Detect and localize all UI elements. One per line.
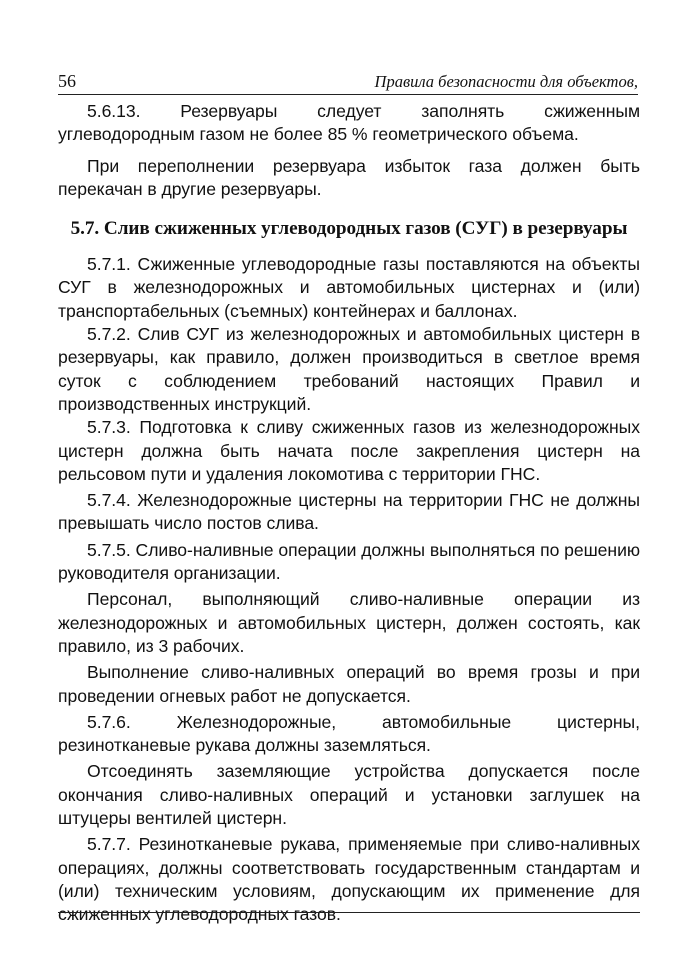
- paragraph-5-7-4: 5.7.4. Железнодорожные цистерны на территории ГНС не должны превышать число постов слива.: [58, 490, 640, 534]
- paragraph-overfill: При переполнении резервуара избыток газа должен быть перекачан в другие резервуары.: [58, 155, 640, 199]
- paragraph-5-7-5: 5.7.5. Сливо-наливные операции должны выполняться по решению руководителя организации.: [58, 539, 640, 584]
- section-heading: 5.7. Слив сжиженных углеводородных газов (СУГ) в резервуары: [70, 218, 628, 240]
- paragraph-5-7-1: 5.7.1. Сжиженные углеводородные газы поставляются на объекты СУГ в железнодорожных и автомобильных цистернах и (или) транспортабельных (съемных) контейнерах и баллонах.: [58, 254, 640, 321]
- page-header: [58, 70, 638, 95]
- page-body: [58, 100, 640, 927]
- page-number: 56: [58, 71, 76, 91]
- paragraph-disconnect-grounding: Отсоединять заземляющие устройства допускается после окончания сливо-наливных операций и установки заглушек на штуцеры вентилей цистерн.: [58, 761, 640, 829]
- paragraph-5-6-13: 5.6.13. Резервуары следует заполнять сжиженным углеводородным газом не более 85 % геометрического объема.: [58, 101, 640, 145]
- running-title: Правила безопасности для объектов,: [374, 72, 638, 91]
- paragraph-personnel: Персонал, выполняющий сливо-наливные операции из железнодорожных и автомобильных цистерн, должен состоять, как правило, из 3 рабочих.: [58, 589, 640, 656]
- paragraph-5-7-2: 5.7.2. Слив СУГ из железнодорожных и автомобильных цистерн в резервуары, как правило, должен производиться в светлое время суток с соблюдением требований настоящих Правил и производственных инструкций.: [58, 324, 640, 414]
- paragraph-5-7-7: 5.7.7. Резинотканевые рукава, применяемые при сливо-наливных операциях, должны соответствовать государственным стандартам и (или) техническим условиям, допускающим их применение для сжиженных углеводородных газов.: [58, 834, 640, 925]
- paragraph-5-7-3: 5.7.3. Подготовка к сливу сжиженных газов из железнодорожных цистерн должна быть начата после закрепления цистерн на рельсовом пути и удаления локомотива с территории ГНС.: [58, 417, 640, 484]
- footer-rule: [58, 912, 640, 913]
- paragraph-5-7-6: 5.7.6. Железнодорожные, автомобильные цистерны, резинотканевые рукава должны заземляться.: [58, 711, 640, 756]
- paragraph-thunderstorm: Выполнение сливо-наливных операций во время грозы и при проведении огневых работ не допускается.: [58, 662, 640, 706]
